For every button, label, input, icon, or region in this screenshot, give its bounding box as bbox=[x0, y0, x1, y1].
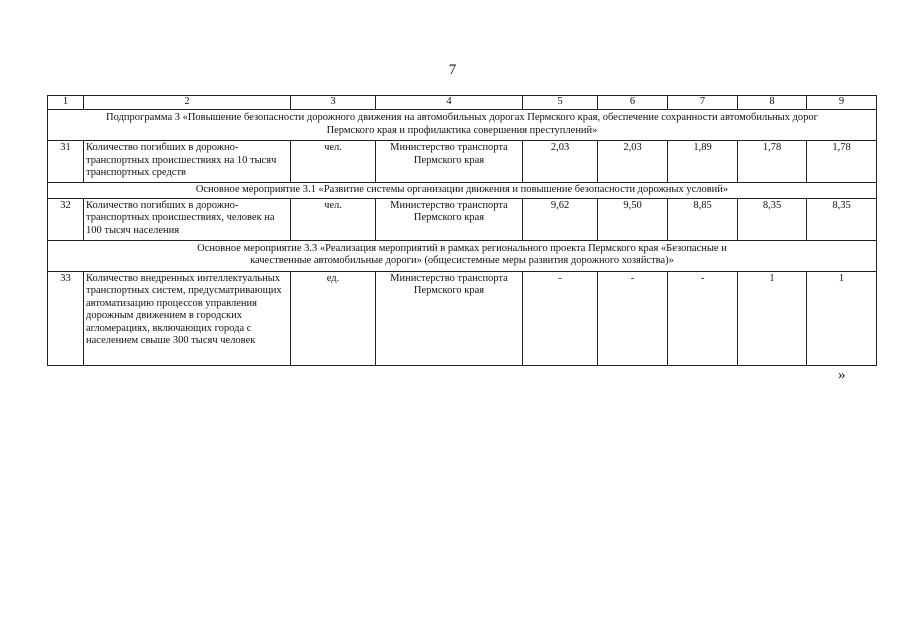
value-cell: 1,78 bbox=[807, 141, 877, 183]
indicator-name: Количество погибших в дорожно-транспортных происшествиях на 10 тысяч транспортных средств bbox=[84, 141, 291, 183]
value-cell: 2,03 bbox=[598, 141, 668, 183]
value-cell: 8,35 bbox=[738, 198, 807, 240]
responsible-org: Министерство транспорта Пермского края bbox=[376, 198, 523, 240]
column-number: 7 bbox=[668, 96, 738, 110]
column-number: 2 bbox=[84, 96, 291, 110]
unit-cell: чел. bbox=[291, 141, 376, 183]
indicator-name: Количество внедренных интеллектуальных транспортных систем, предусматривающих автоматизацию процессов управления дорожным движением в городских агломерациях, включающих города с населением свыше 300 тысяч человек bbox=[84, 271, 291, 365]
value-cell: - bbox=[523, 271, 598, 365]
column-number: 8 bbox=[738, 96, 807, 110]
column-number-row bbox=[48, 96, 877, 110]
value-cell: 1,89 bbox=[668, 141, 738, 183]
closing-quote-mark: » bbox=[838, 367, 846, 383]
value-cell: 9,62 bbox=[523, 198, 598, 240]
value-cell: 8,85 bbox=[668, 198, 738, 240]
row-number: 31 bbox=[48, 141, 84, 183]
table-row bbox=[48, 198, 877, 240]
unit-cell: чел. bbox=[291, 198, 376, 240]
column-number: 6 bbox=[598, 96, 668, 110]
value-cell: 1 bbox=[738, 271, 807, 365]
table-row bbox=[48, 271, 877, 365]
page-number: 7 bbox=[448, 62, 457, 78]
value-cell: 1,78 bbox=[738, 141, 807, 183]
responsible-org: Министерство транспорта Пермского края bbox=[376, 141, 523, 183]
indicators-table bbox=[47, 95, 877, 366]
row-number: 32 bbox=[48, 198, 84, 240]
unit-cell: ед. bbox=[291, 271, 376, 365]
subprogram-heading: Подпрограмма 3 «Повышение безопасности дорожного движения на автомобильных дорогах Пермского края, обеспечение сохранности автомобильных дорог Пермского края и профилактика совершения преступлений» bbox=[48, 110, 877, 141]
column-number: 1 bbox=[48, 96, 84, 110]
measure-heading: Основное мероприятие 3.1 «Развитие системы организации движения и повышение безопасности дорожных условий» bbox=[48, 183, 877, 199]
column-number: 5 bbox=[523, 96, 598, 110]
value-cell: 8,35 bbox=[807, 198, 877, 240]
column-number: 4 bbox=[376, 96, 523, 110]
value-cell: 2,03 bbox=[523, 141, 598, 183]
responsible-org: Министерство транспорта Пермского края bbox=[376, 271, 523, 365]
measure-heading: Основное мероприятие 3.3 «Реализация мероприятий в рамках регионального проекта Пермского края «Безопасные и качественные автомобильные дороги» (общесистемные меры развития дорожного хозяйства)» bbox=[48, 240, 877, 271]
row-number: 33 bbox=[48, 271, 84, 365]
indicator-name: Количество погибших в дорожно-транспортных происшествиях, человек на 100 тысяч населения bbox=[84, 198, 291, 240]
value-cell: - bbox=[668, 271, 738, 365]
value-cell: 1 bbox=[807, 271, 877, 365]
column-number: 9 bbox=[807, 96, 877, 110]
table-row bbox=[48, 141, 877, 183]
value-cell: - bbox=[598, 271, 668, 365]
value-cell: 9,50 bbox=[598, 198, 668, 240]
column-number: 3 bbox=[291, 96, 376, 110]
